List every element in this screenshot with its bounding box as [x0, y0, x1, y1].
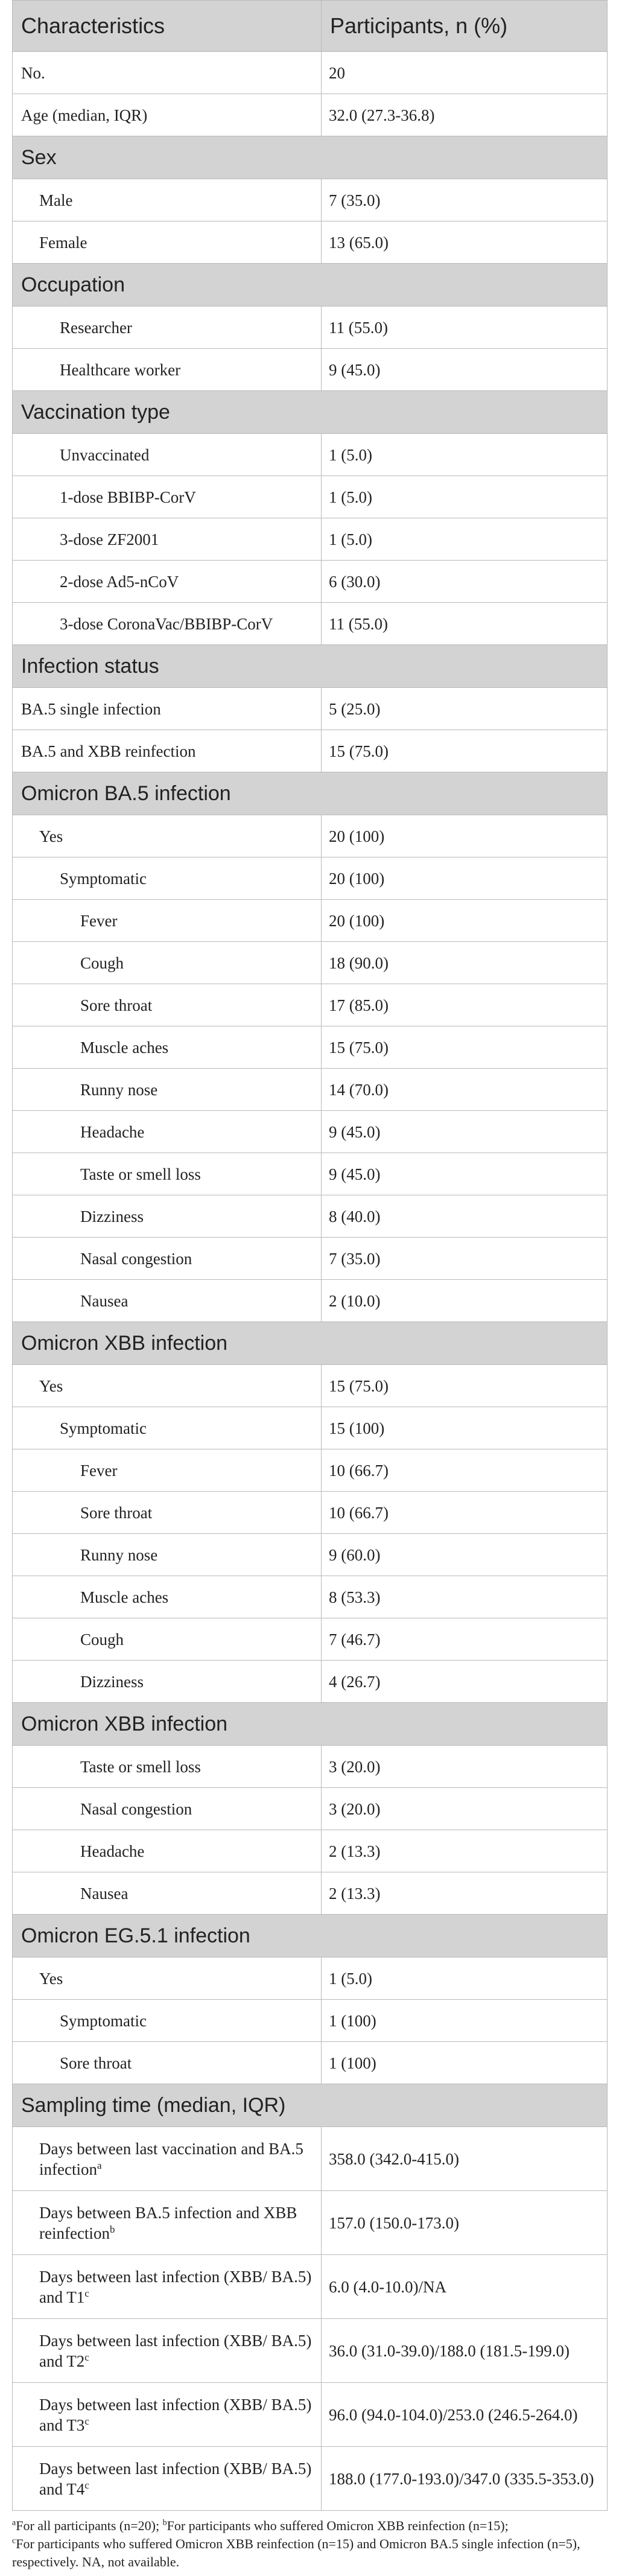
- row-label: Female: [13, 221, 322, 264]
- section-row-vaccination: [13, 391, 608, 434]
- row-value: 11 (55.0): [322, 603, 608, 645]
- table-row: [13, 1365, 608, 1407]
- table-row: [13, 900, 608, 942]
- footnote-marker: c: [84, 2479, 89, 2491]
- table-row: [13, 1026, 608, 1069]
- row-label: Headache: [13, 1830, 322, 1872]
- row-label: Muscle aches: [13, 1576, 322, 1618]
- row-label: 1-dose BBIBP-CorV: [13, 476, 322, 518]
- row-label: Male: [13, 179, 322, 221]
- row-label: Nasal congestion: [13, 1788, 322, 1830]
- table-footnotes: [12, 2517, 607, 2571]
- section-row-xbb: [13, 1322, 608, 1365]
- row-label: Healthcare worker: [13, 349, 322, 391]
- row-label: 2-dose Ad5-nCoV: [13, 561, 322, 603]
- section-title: Sampling time (median, IQR): [13, 2084, 608, 2127]
- section-row-occupation: [13, 264, 608, 307]
- table-row: [13, 1872, 608, 1915]
- section-row-ba5: [13, 772, 608, 815]
- row-value: 3 (20.0): [322, 1746, 608, 1788]
- table-row: [13, 2000, 608, 2042]
- row-label: [13, 2127, 322, 2191]
- characteristics-table-container: [12, 0, 607, 2571]
- row-label: Dizziness: [13, 1195, 322, 1238]
- row-label: Yes: [13, 815, 322, 857]
- footnote-marker: a: [97, 2159, 102, 2171]
- section-row-eg51: [13, 1915, 608, 1957]
- row-value: 7 (46.7): [322, 1618, 608, 1661]
- table-row: [13, 1153, 608, 1195]
- row-label-text: Days between last infection (XBB/ BA.5) and T2: [39, 2331, 312, 2370]
- row-value: 157.0 (150.0-173.0): [322, 2191, 608, 2255]
- row-label-text: Days between last vaccination and BA.5 infection: [39, 2139, 303, 2178]
- row-value: 9 (45.0): [322, 1111, 608, 1153]
- header-characteristics: Characteristics: [13, 1, 322, 52]
- row-label: Headache: [13, 1111, 322, 1153]
- row-value: 2 (13.3): [322, 1872, 608, 1915]
- row-label: Fever: [13, 1449, 322, 1492]
- section-title: Infection status: [13, 645, 608, 688]
- row-label: 3-dose CoronaVac/BBIBP-CorV: [13, 603, 322, 645]
- footnote-b: For participants who suffered Omicron XBB reinfection (n=15);: [167, 2518, 509, 2533]
- row-label: Sore throat: [13, 1492, 322, 1534]
- footnote-marker: c: [84, 2287, 89, 2299]
- table-row: [13, 1492, 608, 1534]
- footnote-marker: b: [109, 2223, 115, 2235]
- row-value: 15 (75.0): [322, 1026, 608, 1069]
- table-row: [13, 1111, 608, 1153]
- row-label: Sore throat: [13, 984, 322, 1026]
- row-label: Yes: [13, 1957, 322, 2000]
- row-label: Sore throat: [13, 2042, 322, 2084]
- row-label: [13, 2255, 322, 2319]
- row-value: 17 (85.0): [322, 984, 608, 1026]
- table-row: [13, 1449, 608, 1492]
- row-value: 1 (5.0): [322, 1957, 608, 2000]
- table-row: [13, 2255, 608, 2319]
- row-label: Symptomatic: [13, 1407, 322, 1449]
- section-title: Omicron XBB infection: [13, 1703, 608, 1746]
- row-value: 1 (5.0): [322, 518, 608, 561]
- row-label: Unvaccinated: [13, 434, 322, 476]
- row-value: 1 (100): [322, 2000, 608, 2042]
- section-row-infection-status: [13, 645, 608, 688]
- table-header-row: [13, 1, 608, 52]
- table-row: [13, 1957, 608, 2000]
- row-label: Taste or smell loss: [13, 1153, 322, 1195]
- row-value: 20: [322, 52, 608, 94]
- footnote-c: For participants who suffered Omicron XBB reinfection (n=15) and Omicron BA.5 single infection (n=5), respectively. NA, not available.: [12, 2536, 580, 2569]
- row-label-text: Days between BA.5 infection and XBB reinfection: [39, 2203, 297, 2242]
- row-label-text: Days between last infection (XBB/ BA.5) and T1: [39, 2267, 312, 2306]
- row-value: 9 (45.0): [322, 349, 608, 391]
- row-value: 96.0 (94.0-104.0)/253.0 (246.5-264.0): [322, 2383, 608, 2447]
- section-title: Omicron BA.5 infection: [13, 772, 608, 815]
- row-value: 13 (65.0): [322, 221, 608, 264]
- table-row: [13, 1195, 608, 1238]
- table-row: [13, 2383, 608, 2447]
- row-label: Symptomatic: [13, 2000, 322, 2042]
- row-value: 7 (35.0): [322, 179, 608, 221]
- row-value: 2 (10.0): [322, 1280, 608, 1322]
- table-row: [13, 221, 608, 264]
- row-label: Nausea: [13, 1872, 322, 1915]
- table-row: [13, 1618, 608, 1661]
- table-row: [13, 1238, 608, 1280]
- footnote-marker: c: [84, 2415, 89, 2427]
- section-title: Omicron EG.5.1 infection: [13, 1915, 608, 1957]
- row-value: 15 (75.0): [322, 1365, 608, 1407]
- section-title: Occupation: [13, 264, 608, 307]
- row-value: 188.0 (177.0-193.0)/347.0 (335.5-353.0): [322, 2447, 608, 2511]
- table-row: [13, 730, 608, 772]
- row-label: BA.5 and XBB reinfection: [13, 730, 322, 772]
- row-value: 4 (26.7): [322, 1661, 608, 1703]
- row-value: 8 (40.0): [322, 1195, 608, 1238]
- row-value: 20 (100): [322, 900, 608, 942]
- row-value: 9 (45.0): [322, 1153, 608, 1195]
- table-row: [13, 942, 608, 984]
- row-value: 7 (35.0): [322, 1238, 608, 1280]
- table-row: [13, 2191, 608, 2255]
- table-row: [13, 518, 608, 561]
- table-row: [13, 1661, 608, 1703]
- footnote-marker-a: a: [12, 2518, 16, 2528]
- table-row: [13, 1788, 608, 1830]
- table-row: [13, 1407, 608, 1449]
- section-row-xbb-continued: [13, 1703, 608, 1746]
- row-label: Cough: [13, 1618, 322, 1661]
- footnote-marker-c: c: [12, 2536, 16, 2546]
- row-label: BA.5 single infection: [13, 688, 322, 730]
- row-value: 1 (100): [322, 2042, 608, 2084]
- row-label: No.: [13, 52, 322, 94]
- table-row: [13, 857, 608, 900]
- footnote-marker: c: [84, 2351, 89, 2363]
- table-row: [13, 2127, 608, 2191]
- row-label: Nausea: [13, 1280, 322, 1322]
- row-label: [13, 2319, 322, 2383]
- table-row: [13, 603, 608, 645]
- table-row: [13, 1746, 608, 1788]
- table-row: [13, 1830, 608, 1872]
- table-row: [13, 1534, 608, 1576]
- table-row: [13, 688, 608, 730]
- row-label: [13, 2191, 322, 2255]
- section-title: Sex: [13, 136, 608, 179]
- row-label: [13, 2383, 322, 2447]
- table-row: [13, 349, 608, 391]
- row-label: Nasal congestion: [13, 1238, 322, 1280]
- row-label: Muscle aches: [13, 1026, 322, 1069]
- section-title: Vaccination type: [13, 391, 608, 434]
- section-row-sampling: [13, 2084, 608, 2127]
- table-row: [13, 561, 608, 603]
- row-value: 14 (70.0): [322, 1069, 608, 1111]
- row-label: Age (median, IQR): [13, 94, 322, 136]
- row-label: Symptomatic: [13, 857, 322, 900]
- characteristics-table: [12, 0, 608, 2511]
- row-value: 8 (53.3): [322, 1576, 608, 1618]
- table-row: [13, 1069, 608, 1111]
- row-value: 9 (60.0): [322, 1534, 608, 1576]
- table-row: [13, 1576, 608, 1618]
- row-value: 1 (5.0): [322, 476, 608, 518]
- row-value: 6 (30.0): [322, 561, 608, 603]
- row-value: 20 (100): [322, 815, 608, 857]
- row-value: 6.0 (4.0-10.0)/NA: [322, 2255, 608, 2319]
- table-row: [13, 434, 608, 476]
- row-value: 20 (100): [322, 857, 608, 900]
- table-row: [13, 2042, 608, 2084]
- row-label: Taste or smell loss: [13, 1746, 322, 1788]
- table-row: [13, 476, 608, 518]
- row-value: 10 (66.7): [322, 1492, 608, 1534]
- row-value: 36.0 (31.0-39.0)/188.0 (181.5-199.0): [322, 2319, 608, 2383]
- table-row: [13, 815, 608, 857]
- table-row: [13, 94, 608, 136]
- row-label: Fever: [13, 900, 322, 942]
- row-label-text: Days between last infection (XBB/ BA.5) and T3: [39, 2395, 312, 2434]
- row-value: 18 (90.0): [322, 942, 608, 984]
- table-row: [13, 307, 608, 349]
- section-title: Omicron XBB infection: [13, 1322, 608, 1365]
- row-label: Cough: [13, 942, 322, 984]
- row-value: 5 (25.0): [322, 688, 608, 730]
- footnote-a: For all participants (n=20);: [16, 2518, 163, 2533]
- row-value: 358.0 (342.0-415.0): [322, 2127, 608, 2191]
- row-label: Runny nose: [13, 1069, 322, 1111]
- row-value: 11 (55.0): [322, 307, 608, 349]
- table-row: [13, 179, 608, 221]
- header-participants: Participants, n (%): [322, 1, 608, 52]
- section-row-sex: [13, 136, 608, 179]
- row-value: 15 (100): [322, 1407, 608, 1449]
- row-value: 2 (13.3): [322, 1830, 608, 1872]
- row-label-text: Days between last infection (XBB/ BA.5) and T4: [39, 2459, 312, 2498]
- table-row: [13, 1280, 608, 1322]
- row-value: 3 (20.0): [322, 1788, 608, 1830]
- row-value: 10 (66.7): [322, 1449, 608, 1492]
- row-value: 15 (75.0): [322, 730, 608, 772]
- table-row: [13, 2447, 608, 2511]
- row-label: [13, 2447, 322, 2511]
- row-value: 32.0 (27.3-36.8): [322, 94, 608, 136]
- row-value: 1 (5.0): [322, 434, 608, 476]
- table-row: [13, 984, 608, 1026]
- row-label: Runny nose: [13, 1534, 322, 1576]
- row-label: Researcher: [13, 307, 322, 349]
- footnote-marker-b: b: [162, 2518, 167, 2528]
- row-label: Yes: [13, 1365, 322, 1407]
- table-row: [13, 52, 608, 94]
- row-label: 3-dose ZF2001: [13, 518, 322, 561]
- table-row: [13, 2319, 608, 2383]
- row-label: Dizziness: [13, 1661, 322, 1703]
